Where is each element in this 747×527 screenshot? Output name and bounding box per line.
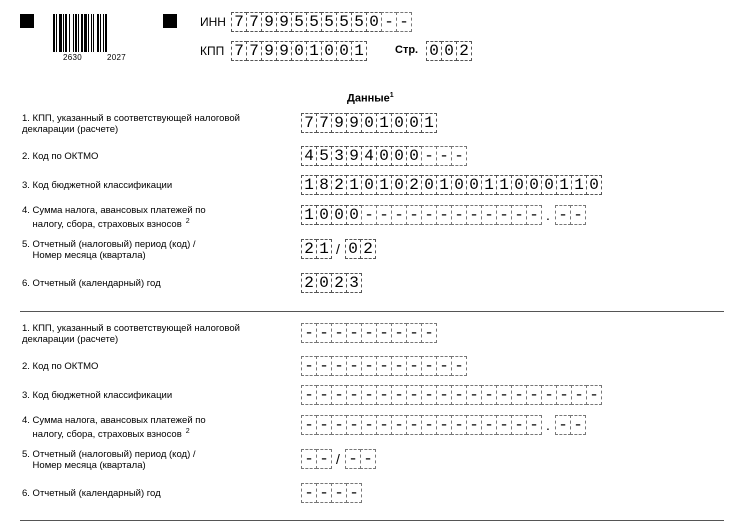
row-field[interactable] xyxy=(301,146,466,166)
amount-int-cell[interactable]: - xyxy=(496,205,512,225)
inn-field-cell[interactable]: 5 xyxy=(336,12,352,32)
row-field-cell[interactable]: - xyxy=(451,356,467,376)
period-field[interactable] xyxy=(301,449,375,469)
row-field-cell[interactable]: 4 xyxy=(361,146,377,166)
kpp-field-cell[interactable]: 7 xyxy=(231,41,247,61)
row-field-cell[interactable]: - xyxy=(571,385,587,405)
period-slash: / xyxy=(336,241,340,257)
block-divider xyxy=(20,311,724,312)
amount-int-cell[interactable]: - xyxy=(376,205,392,225)
row-field-cell[interactable]: - xyxy=(331,483,347,503)
row-field-cell[interactable]: 0 xyxy=(406,113,422,133)
amount-frac-cell[interactable]: - xyxy=(555,205,571,225)
row-field-cell[interactable]: - xyxy=(421,385,437,405)
row-field-cell[interactable]: - xyxy=(316,356,332,376)
row-field[interactable] xyxy=(301,175,601,195)
row-field-cell[interactable]: 0 xyxy=(421,175,437,195)
row-field-cell[interactable]: - xyxy=(391,385,407,405)
inn-field-cell[interactable]: 7 xyxy=(246,12,262,32)
row-field-cell[interactable]: 0 xyxy=(466,175,482,195)
row-label: 2. Код по ОКТМО xyxy=(22,151,99,162)
corner-marker-right xyxy=(163,14,177,28)
amount-int-cell[interactable]: - xyxy=(391,415,407,435)
row-field-cell[interactable]: - xyxy=(421,356,437,376)
row-field-cell[interactable]: 9 xyxy=(331,113,347,133)
amount-frac-cell[interactable]: - xyxy=(570,415,586,435)
row-field[interactable] xyxy=(301,323,436,343)
amount-frac-cell[interactable]: - xyxy=(555,415,571,435)
amount-int-cell[interactable]: 0 xyxy=(331,205,347,225)
row-field-cell[interactable]: 7 xyxy=(301,113,317,133)
amount-int-cell[interactable]: - xyxy=(346,415,362,435)
barcode-number-left: 2630 xyxy=(63,53,82,62)
row-field-cell[interactable]: - xyxy=(316,323,332,343)
row-field-cell[interactable]: - xyxy=(346,356,362,376)
row-field-cell[interactable]: - xyxy=(481,385,497,405)
kpp-field-cell[interactable]: 0 xyxy=(336,41,352,61)
row-field-cell[interactable]: - xyxy=(301,323,317,343)
amount-int-cell[interactable]: - xyxy=(481,205,497,225)
row-field-cell[interactable]: 1 xyxy=(301,175,317,195)
amount-int-cell[interactable]: 0 xyxy=(346,205,362,225)
row-field-cell[interactable]: 7 xyxy=(316,113,332,133)
row-field-cell[interactable]: 0 xyxy=(391,146,407,166)
row-field-cell[interactable]: 0 xyxy=(361,175,377,195)
inn-field-cell[interactable]: - xyxy=(396,12,412,32)
row-label: 5. Отчетный (налоговый) период (код) / Номер месяца (квартала) xyxy=(22,449,196,471)
row-label: 5. Отчетный (налоговый) период (код) / Номер месяца (квартала) xyxy=(22,239,196,261)
row-field-cell[interactable]: - xyxy=(346,483,362,503)
row-field-cell[interactable]: 2 xyxy=(406,175,422,195)
footnote-marker: 2 xyxy=(185,428,190,435)
row-field-cell[interactable]: - xyxy=(586,385,602,405)
period-number-cell[interactable]: - xyxy=(360,449,376,469)
row-field-cell[interactable]: - xyxy=(301,483,317,503)
amount-int-cell[interactable]: - xyxy=(421,205,437,225)
section-title: Данные$^1$ xyxy=(347,92,394,105)
row-field-cell[interactable]: - xyxy=(361,356,377,376)
amount-int-cell[interactable]: - xyxy=(466,205,482,225)
row-field-cell[interactable]: - xyxy=(451,385,467,405)
kpp-field-cell[interactable]: 7 xyxy=(246,41,262,61)
row-field-cell[interactable]: 9 xyxy=(346,113,362,133)
row-field-cell[interactable]: - xyxy=(346,385,362,405)
row-label: 2. Код по ОКТМО xyxy=(22,361,99,372)
row-field-cell[interactable]: - xyxy=(346,323,362,343)
row-field-cell[interactable]: 3 xyxy=(346,273,362,293)
amount-int-cell[interactable]: - xyxy=(451,415,467,435)
row-field[interactable] xyxy=(301,483,361,503)
row-label: 1. КПП, указанный в соответствующей налоговой декларации (расчете) xyxy=(22,323,240,345)
footnote-marker: 2 xyxy=(185,218,190,225)
amount-int-cell[interactable]: - xyxy=(496,415,512,435)
row-field-cell[interactable]: 1 xyxy=(436,175,452,195)
period-slash: / xyxy=(336,451,340,467)
amount-int-cell[interactable]: - xyxy=(406,205,422,225)
row-label: 3. Код бюджетной классификации xyxy=(22,390,173,401)
row-field-cell[interactable]: 0 xyxy=(361,113,377,133)
amount-int-cell[interactable]: - xyxy=(511,415,527,435)
row-field-cell[interactable]: 5 xyxy=(316,146,332,166)
row-field-cell[interactable]: - xyxy=(511,385,527,405)
row-field-cell[interactable]: 0 xyxy=(586,175,602,195)
row-field-cell[interactable]: 0 xyxy=(406,146,422,166)
row-field-cell[interactable]: - xyxy=(421,323,437,343)
row-field-cell[interactable]: 0 xyxy=(391,175,407,195)
row-field-cell[interactable]: 0 xyxy=(316,273,332,293)
page-number-field-cell[interactable]: 0 xyxy=(426,41,442,61)
row-label: 3. Код бюджетной классификации xyxy=(22,180,173,191)
row-field-cell[interactable]: - xyxy=(466,385,482,405)
row-field-cell[interactable]: 0 xyxy=(526,175,542,195)
amount-int-cell[interactable]: - xyxy=(436,205,452,225)
row-field[interactable] xyxy=(301,273,361,293)
row-field[interactable] xyxy=(301,356,466,376)
row-field-cell[interactable]: - xyxy=(301,356,317,376)
row-field-cell[interactable]: 0 xyxy=(511,175,527,195)
row-field-cell[interactable]: - xyxy=(436,385,452,405)
kpp-label: КПП xyxy=(200,44,225,58)
row-field-cell[interactable]: 2 xyxy=(331,175,347,195)
page-number-field[interactable] xyxy=(426,41,471,61)
amount-int-cell[interactable]: - xyxy=(451,205,467,225)
barcode xyxy=(53,14,133,52)
inn-field-cell[interactable]: 9 xyxy=(276,12,292,32)
bottom-divider xyxy=(20,520,724,521)
amount-int-cell[interactable]: 0 xyxy=(316,205,332,225)
barcode-bar xyxy=(107,14,110,52)
row-field-cell[interactable]: 2 xyxy=(331,273,347,293)
barcode-number-right: 2027 xyxy=(107,53,126,62)
inn-field-cell[interactable]: 5 xyxy=(306,12,322,32)
inn-field-cell[interactable]: - xyxy=(381,12,397,32)
row-label: 1. КПП, указанный в соответствующей налоговой декларации (расчете) xyxy=(22,113,240,135)
amount-field[interactable] xyxy=(301,205,585,225)
amount-int-cell[interactable]: - xyxy=(301,415,317,435)
period-field[interactable] xyxy=(301,239,375,259)
inn-field-cell[interactable]: 0 xyxy=(366,12,382,32)
kpp-field-cell[interactable]: 0 xyxy=(321,41,337,61)
row-field-cell[interactable]: 3 xyxy=(331,146,347,166)
row-field-cell[interactable]: - xyxy=(331,385,347,405)
row-label: 6. Отчетный (календарный) год xyxy=(22,488,161,499)
amount-int-cell[interactable]: - xyxy=(526,415,542,435)
amount-int-cell[interactable]: - xyxy=(511,205,527,225)
row-field-cell[interactable]: 0 xyxy=(391,113,407,133)
row-field-cell[interactable]: - xyxy=(526,385,542,405)
row-field-cell[interactable]: - xyxy=(376,356,392,376)
page-label: Стр. xyxy=(395,44,419,56)
amount-int-cell[interactable]: 1 xyxy=(301,205,317,225)
page-number-field-cell[interactable]: 0 xyxy=(441,41,457,61)
amount-int-cell[interactable]: - xyxy=(361,205,377,225)
period-number-cell[interactable]: - xyxy=(345,449,361,469)
row-label: 6. Отчетный (календарный) год xyxy=(22,278,161,289)
inn-field-cell[interactable]: 7 xyxy=(231,12,247,32)
row-field[interactable] xyxy=(301,385,601,405)
amount-int-cell[interactable]: - xyxy=(391,205,407,225)
row-field-cell[interactable]: 1 xyxy=(346,175,362,195)
row-field-cell[interactable]: - xyxy=(316,483,332,503)
row-field-cell[interactable]: - xyxy=(391,356,407,376)
kpp-field-cell[interactable]: 1 xyxy=(306,41,322,61)
amount-int-cell[interactable]: - xyxy=(526,205,542,225)
inn-field[interactable] xyxy=(231,12,411,32)
row-field-cell[interactable]: - xyxy=(556,385,572,405)
row-field-cell[interactable]: 8 xyxy=(316,175,332,195)
period-code-cell[interactable]: - xyxy=(316,449,332,469)
row-field-cell[interactable]: 1 xyxy=(481,175,497,195)
row-field-cell[interactable]: 1 xyxy=(571,175,587,195)
amount-int-cell[interactable]: - xyxy=(436,415,452,435)
row-field-cell[interactable]: - xyxy=(331,356,347,376)
amount-field[interactable] xyxy=(301,415,585,435)
inn-field-cell[interactable]: 9 xyxy=(261,12,277,32)
decimal-point: . xyxy=(546,207,550,223)
row-field-cell[interactable]: - xyxy=(391,323,407,343)
page-number-field-cell[interactable]: 2 xyxy=(456,41,472,61)
row-label: 4. Сумма налога, авансовых платежей по налогу, сбора, страховых взносов $^2$ xyxy=(22,205,206,231)
row-field-cell[interactable]: - xyxy=(451,146,467,166)
row-field-cell[interactable]: 1 xyxy=(376,175,392,195)
amount-int-cell[interactable]: - xyxy=(376,415,392,435)
row-field-cell[interactable]: 9 xyxy=(346,146,362,166)
row-field-cell[interactable]: 4 xyxy=(301,146,317,166)
row-field-cell[interactable]: - xyxy=(361,323,377,343)
row-field-cell[interactable]: - xyxy=(541,385,557,405)
period-code-cell[interactable]: - xyxy=(301,449,317,469)
amount-int-cell[interactable]: - xyxy=(361,415,377,435)
inn-field-cell[interactable]: 5 xyxy=(291,12,307,32)
row-field[interactable] xyxy=(301,113,436,133)
amount-int-cell[interactable]: - xyxy=(481,415,497,435)
kpp-field[interactable] xyxy=(231,41,366,61)
amount-frac-cell[interactable]: - xyxy=(570,205,586,225)
inn-field-cell[interactable]: 5 xyxy=(351,12,367,32)
amount-int-cell[interactable]: - xyxy=(466,415,482,435)
period-code-cell[interactable]: 1 xyxy=(316,239,332,259)
row-field-cell[interactable]: 1 xyxy=(556,175,572,195)
row-field-cell[interactable]: 1 xyxy=(496,175,512,195)
amount-int-cell[interactable]: - xyxy=(421,415,437,435)
amount-int-cell[interactable]: - xyxy=(406,415,422,435)
row-field-cell[interactable]: 1 xyxy=(376,113,392,133)
row-field-cell[interactable]: 1 xyxy=(421,113,437,133)
inn-field-cell[interactable]: 5 xyxy=(321,12,337,32)
kpp-field-cell[interactable]: 9 xyxy=(261,41,277,61)
row-field-cell[interactable]: - xyxy=(421,146,437,166)
amount-int-cell[interactable]: - xyxy=(331,415,347,435)
section-footnote: 1 xyxy=(389,92,394,99)
amount-int-cell[interactable]: - xyxy=(316,415,332,435)
row-field-cell[interactable]: 0 xyxy=(451,175,467,195)
kpp-field-cell[interactable]: 9 xyxy=(276,41,292,61)
row-label: 4. Сумма налога, авансовых платежей по налогу, сбора, страховых взносов $^2$ xyxy=(22,415,206,441)
row-field-cell[interactable]: - xyxy=(496,385,512,405)
row-field-cell[interactable]: 0 xyxy=(541,175,557,195)
period-number-cell[interactable]: 0 xyxy=(345,239,361,259)
inn-label: ИНН xyxy=(200,15,226,29)
row-field-cell[interactable]: - xyxy=(406,323,422,343)
period-code-cell[interactable]: 2 xyxy=(301,239,317,259)
row-field-cell[interactable]: - xyxy=(301,385,317,405)
kpp-field-cell[interactable]: 1 xyxy=(351,41,367,61)
corner-marker-left xyxy=(20,14,34,28)
period-number-cell[interactable]: 2 xyxy=(360,239,376,259)
row-field-cell[interactable]: - xyxy=(406,356,422,376)
row-field-cell[interactable]: - xyxy=(436,356,452,376)
row-field-cell[interactable]: - xyxy=(436,146,452,166)
row-field-cell[interactable]: 0 xyxy=(376,146,392,166)
row-field-cell[interactable]: - xyxy=(361,385,377,405)
row-field-cell[interactable]: - xyxy=(406,385,422,405)
row-field-cell[interactable]: - xyxy=(376,385,392,405)
decimal-point: . xyxy=(546,417,550,433)
row-field-cell[interactable]: 2 xyxy=(301,273,317,293)
kpp-field-cell[interactable]: 0 xyxy=(291,41,307,61)
row-field-cell[interactable]: - xyxy=(316,385,332,405)
row-field-cell[interactable]: - xyxy=(376,323,392,343)
row-field-cell[interactable]: - xyxy=(331,323,347,343)
